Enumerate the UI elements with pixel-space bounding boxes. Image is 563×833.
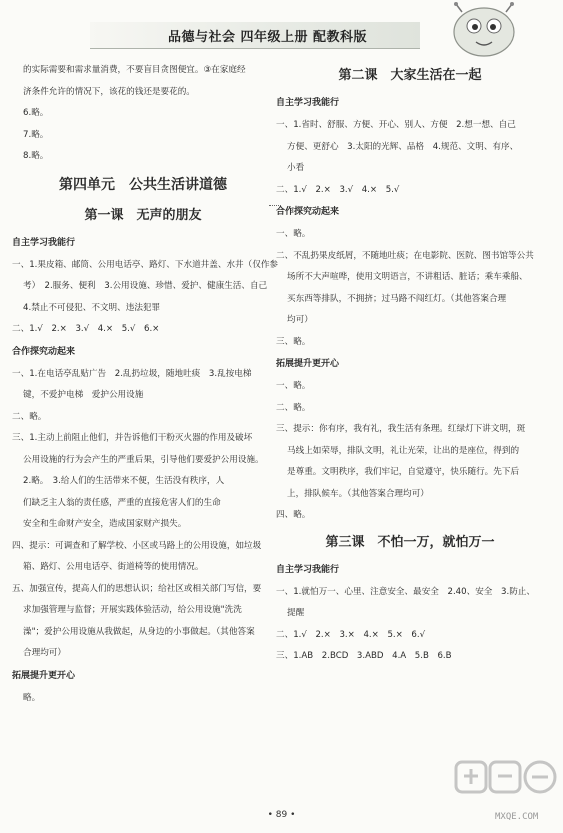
right-column	[276, 60, 544, 668]
text-line: 二、1.√ 2.× 3.× 4.× 5.× 6.√	[276, 629, 426, 640]
text-line: 公用设施的行为会产生的严重后果，引导他们要爱护公用设施。	[23, 454, 264, 465]
section-title: 合作探究动起来	[12, 346, 76, 357]
section-title: 自主学习我能行	[12, 237, 76, 248]
lesson-title: 第二课 大家生活在一起	[338, 68, 482, 83]
mascot-illustration	[440, 2, 520, 58]
unit-title: 第四单元 公共生活讲道德	[59, 176, 227, 193]
text-line: 求加强管理与监督；开展实践体验活动，给公用设施"洗洗	[23, 605, 242, 615]
lesson-title: 第一课 无声的朋友	[84, 207, 202, 223]
text-line: 安全和生命财产安全，造成国家财产损失。	[23, 519, 187, 529]
text-line: 的实际需要和需求量消费，不要盲目贪图便宜。③在家庭经	[23, 65, 246, 75]
header-title: 品德与社会 四年级上册 配教科版	[168, 30, 368, 45]
text-line: 2.略。 3.给人们的生活带来不便，生活没有秩序，人	[23, 476, 225, 486]
text-line: 澡"；爱护公用设施从我做起，从身边的小事做起。（其他答案	[23, 626, 255, 637]
text-line: 二、略。	[12, 411, 47, 422]
text-line: 考） 2.服务、便利 3.公用设施、珍惜、爱护、健康生活、自己	[23, 281, 268, 291]
text-line: 一、1.就怕万一、心里、注意安全、最安全 2.40、安全 3.防止、	[276, 586, 535, 597]
page-header	[0, 0, 563, 58]
text-line: 是尊重。文明秩序，我们牢记，自觉遵守，快乐随行。先下后	[287, 467, 520, 477]
answer-item: 7.略。	[23, 129, 49, 140]
left-column	[12, 60, 279, 709]
text-line: 买东西等排队，不拥挤；过马路不闯红灯。（其他答案合理	[287, 293, 507, 304]
text-line: 方便、更舒心 3.太阳的光辉、品格 4.规范、文明、有序、	[287, 141, 519, 152]
text-line: 上，排队候车。（其他答案合理均可）	[287, 488, 429, 499]
text-line: 三、1.AB 2.BCD 3.ABD 4.A 5.B 6.B	[276, 651, 452, 661]
page-number: • 89 •	[267, 810, 296, 820]
text-line: 四、提示：可调查和了解学校、小区或马路上的公用设施，如垃圾	[12, 540, 262, 551]
text-line: 马线上如荣辱，排队文明，礼让光荣，让出的是座位，得到的	[287, 445, 520, 456]
text-line: 一、1.在电话亭乱贴广告 2.乱扔垃圾，随地吐痰 3.乱按电梯	[12, 368, 252, 379]
text-line: 场所不大声喧哗，使用文明语言，不讲粗话、脏话；乘车乘船、	[287, 272, 528, 282]
text-line: 二、不乱扔果皮纸屑，不随地吐痰；在电影院、医院、图书馆等公共	[276, 250, 534, 261]
text-line: 小看	[287, 163, 305, 173]
text-line: 提醒	[287, 608, 305, 618]
text-line: 箱、路灯、公用电话亭、街道椅等的使用情况。	[23, 562, 204, 572]
text-line: 三、略。	[276, 336, 311, 347]
text-line: 们缺乏主人翁的责任感，严重的直接危害人们的生命	[23, 497, 221, 508]
text-line: 键，不爱护电梯 爱护公用设施	[23, 390, 144, 400]
text-line: 二、1.√ 2.× 3.√ 4.× 5.√	[276, 184, 400, 195]
text-line: 二、1.√ 2.× 3.√ 4.× 5.√ 6.×	[12, 324, 160, 334]
section-title: 合作探究动起来	[276, 207, 340, 217]
text-line: 一、1.果皮箱、邮筒、公用电话亭、路灯、下水道井盖、水井（仅作参	[12, 259, 279, 270]
text-line: 均可）	[287, 315, 313, 325]
text-line: 二、略。	[276, 402, 311, 413]
text-line: 一、略。	[276, 229, 311, 239]
section-title: 自主学习我能行	[276, 98, 340, 108]
section-title: 拓展提升更开心	[276, 359, 340, 369]
text-line: 三、1.主动上前阻止他们，并告诉他们干粉灭火器的作用及破坏	[12, 433, 253, 443]
lesson-title: 第三课 不怕一万，就怕万一	[325, 534, 495, 550]
text-line: 四、略。	[276, 510, 311, 520]
answer-item: 6.略。	[23, 108, 49, 118]
text-line: 五、加强宣传，提高人们的思想认识；给社区或相关部门写信，要	[12, 583, 262, 594]
text-line: 三、提示：你有序，我有礼，我生活有条理。红绿灯下讲文明，斑	[276, 424, 526, 434]
text-line: 4.禁止不可侵犯、不文明、违法犯罪	[23, 302, 161, 313]
section-title: 拓展提升更开心	[12, 670, 76, 681]
answer-item: 8.略。	[23, 151, 49, 161]
text-line: 略。	[23, 692, 41, 703]
text-line: 一、1.省时、舒服、方便、开心、别人、方便 2.想一想、自己	[276, 120, 516, 130]
text-line: 一、略。	[276, 381, 311, 391]
text-line: 济条件允许的情况下，该花的钱还是要花的。	[23, 86, 195, 97]
section-title: 自主学习我能行	[276, 564, 340, 575]
text-line: 合理均可）	[23, 648, 66, 658]
watermark-text: MXQE.COM	[495, 812, 539, 822]
